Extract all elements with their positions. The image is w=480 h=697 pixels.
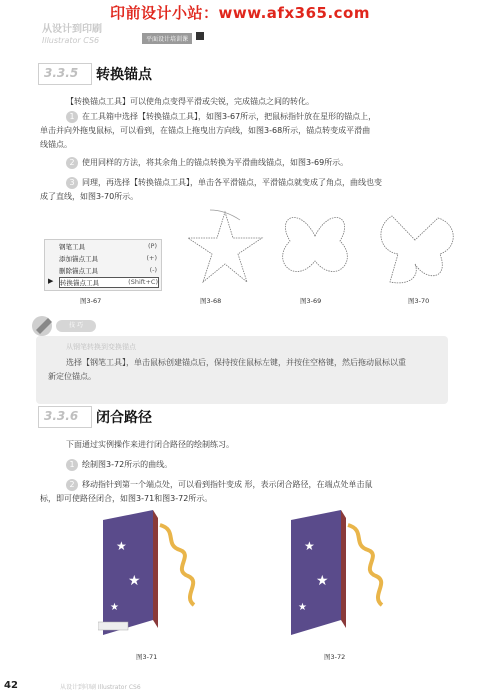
svg-text:★: ★ bbox=[128, 573, 141, 589]
book-title: 从设计到印刷 bbox=[42, 24, 102, 35]
selected-bullet-icon: ▶ bbox=[48, 277, 54, 285]
header-tag: 平面设计培训课 bbox=[142, 33, 192, 44]
star-with-handle-figure bbox=[180, 200, 270, 290]
tip-badge: 技 巧 bbox=[56, 320, 96, 332]
step-1-paragraph: 1 在工具箱中选择【转换锚点工具】，如图3-67所示，把鼠标指针放在星形的锚点上， bbox=[66, 110, 466, 124]
figure-caption: 图3-69 bbox=[300, 297, 322, 305]
figure-caption: 图3-72 bbox=[324, 653, 346, 661]
step-1-line-2: 单击并向外拖曳鼠标，可以看到，在锚点上拖曳出方向线，如图3-68所示，锚点转变成平滑曲 bbox=[40, 126, 371, 135]
section-intro: 下面通过实例操作来进行闭合路径的绘制练习。 bbox=[66, 440, 234, 449]
book-header bbox=[42, 24, 102, 46]
page-number: 42 bbox=[4, 680, 18, 691]
tip-title: 从钢笔转换到变换锚点 bbox=[66, 343, 136, 351]
book-subtitle: Illustrator CS6 bbox=[42, 36, 100, 45]
figure-caption: 图3-68 bbox=[200, 297, 222, 305]
step-2-paragraph: 2 使用同样的方法，将其余角上的锚点转换为平滑曲线锚点，如图3-69所示。 bbox=[66, 156, 348, 170]
step-1-line-3: 线锚点。 bbox=[40, 140, 72, 149]
step-number: 2 bbox=[66, 157, 78, 169]
section-number: 3.3.5 bbox=[44, 66, 79, 80]
section-intro: 【转换锚点工具】可以使角点变得平滑或尖锐，完成锚点之间的转化。 bbox=[66, 97, 314, 106]
ribbon-figure-72 bbox=[286, 510, 396, 640]
header-square-icon bbox=[196, 32, 204, 40]
pen-tool-menu bbox=[44, 239, 162, 291]
menu-item-pen-tool[interactable]: 钢笔工具 (P) bbox=[59, 242, 157, 251]
ribbon-figure-71 bbox=[98, 510, 208, 640]
section-title: 转换锚点 bbox=[96, 67, 152, 83]
flower-curve-figure bbox=[270, 206, 360, 288]
menu-item-add-anchor[interactable]: 添加锚点工具 (+) bbox=[59, 254, 157, 263]
figure-caption: 图3-67 bbox=[80, 297, 102, 305]
figure-caption: 图3-71 bbox=[136, 653, 158, 661]
step-2-paragraph: 2 移动指针到第一个端点处，可以看到指针变成 形，表示闭合路径，在端点处单击鼠 bbox=[66, 478, 373, 492]
section-number: 3.3.6 bbox=[44, 409, 79, 423]
step-number: 2 bbox=[66, 479, 78, 491]
svg-text:★: ★ bbox=[110, 602, 119, 613]
watermark-text: 印前设计小站：www.afx365.com bbox=[110, 4, 370, 22]
figure-caption: 图3-70 bbox=[408, 297, 430, 305]
step-number: 1 bbox=[66, 111, 78, 123]
step-3-line-2: 成了直线，如图3-70所示。 bbox=[40, 192, 139, 201]
tip-line-2: 新定位锚点。 bbox=[48, 372, 96, 381]
menu-item-delete-anchor[interactable]: 删除锚点工具 (-) bbox=[59, 266, 157, 275]
svg-text:★: ★ bbox=[304, 539, 315, 553]
step-3-paragraph: 3 同理，再选择【转换锚点工具】，单击各平滑锚点，平滑锚点就变成了角点，曲线也变 bbox=[66, 176, 382, 190]
step-2-line-2: 标，即可使路径闭合，如图3-71和图3-72所示。 bbox=[40, 494, 213, 503]
footer-text: 从设计到印刷 Illustrator CS6 bbox=[60, 684, 141, 691]
tip-pen-icon bbox=[30, 314, 58, 338]
section-title: 闭合路径 bbox=[96, 410, 152, 426]
step-1-paragraph: 1 绘制图3-72所示的曲线。 bbox=[66, 458, 172, 472]
menu-item-convert-anchor[interactable]: 转换锚点工具 (Shift+C) bbox=[60, 278, 158, 287]
converted-shape-figure bbox=[370, 206, 460, 288]
step-number: 1 bbox=[66, 459, 78, 471]
svg-text:★: ★ bbox=[316, 573, 329, 589]
svg-text:★: ★ bbox=[116, 539, 127, 553]
svg-text:★: ★ bbox=[298, 602, 307, 613]
step-number: 3 bbox=[66, 177, 78, 189]
tip-line-1: 选择【钢笔工具】，单击鼠标创建锚点后，保持按住鼠标左键，并按住空格键，然后拖动鼠标以重 bbox=[66, 358, 406, 367]
